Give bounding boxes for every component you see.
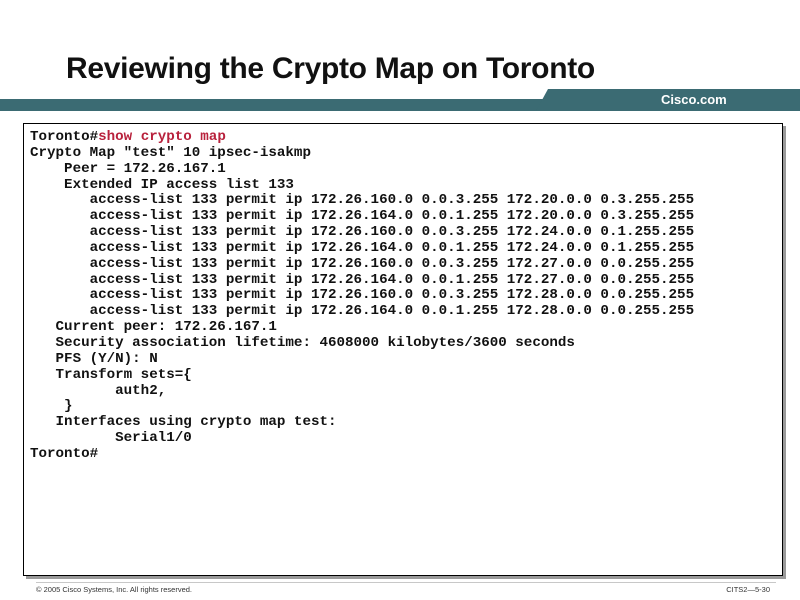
access-list-line: access-list 133 permit ip 172.26.160.0 0.0.3.255 172.28.0.0 0.0.255.255 [30,287,695,304]
cisco-brand: Cisco.com [661,92,727,107]
access-list-line: access-list 133 permit ip 172.26.164.0 0.0.1.255 172.24.0.0 0.1.255.255 [30,239,695,256]
command-line [30,130,694,146]
final-prompt: Toronto# [30,445,99,462]
slide-title: Reviewing the Crypto Map on Toronto [66,52,595,85]
terminal-line: Crypto Map "test" 10 ipsec-isakmp [30,144,311,161]
header-band-left [0,99,548,111]
footer-copyright: © 2005 Cisco Systems, Inc. All rights reserved. [36,585,193,594]
terminal-line: Current peer: 172.26.167.1 [30,319,277,336]
access-list-line: access-list 133 permit ip 172.26.164.0 0.0.1.255 172.27.0.0 0.0.255.255 [30,271,695,288]
command-text: show crypto map [98,129,226,145]
terminal-text [30,130,694,463]
access-list-line: access-list 133 permit ip 172.26.164.0 0.0.1.255 172.28.0.0 0.0.255.255 [30,303,695,320]
terminal-line: } [30,398,73,415]
terminal-output-panel [23,123,783,576]
terminal-line: Security association lifetime: 4608000 kilobytes/3600 seconds [30,334,575,351]
command-prompt: Toronto# [30,129,99,145]
footer-course-ref: CITS2—5-30 [726,585,770,594]
access-list-line: access-list 133 permit ip 172.26.164.0 0.0.1.255 172.20.0.0 0.3.255.255 [30,208,695,225]
terminal-line: Peer = 172.26.167.1 [30,160,226,177]
terminal-line: auth2, [30,382,167,399]
footer-divider [36,582,776,583]
access-list-line: access-list 133 permit ip 172.26.160.0 0.0.3.255 172.27.0.0 0.0.255.255 [30,255,695,272]
terminal-line: Transform sets={ [30,366,192,383]
terminal-line: Extended IP access list 133 [30,176,294,193]
terminal-line: Interfaces using crypto map test: [30,414,337,431]
terminal-line: Serial1/0 [30,430,192,447]
access-list-line: access-list 133 permit ip 172.26.160.0 0.0.3.255 172.24.0.0 0.1.255.255 [30,224,695,241]
access-list-line: access-list 133 permit ip 172.26.160.0 0.0.3.255 172.20.0.0 0.3.255.255 [30,192,695,209]
terminal-line: PFS (Y/N): N [30,350,158,367]
